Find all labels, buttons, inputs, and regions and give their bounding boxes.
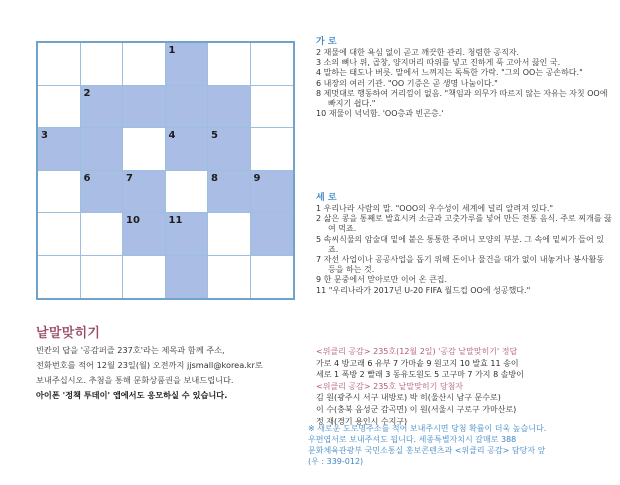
clue-number: 10 (126, 215, 140, 226)
grid-cell-filled (166, 128, 209, 171)
grid-cell-blank (251, 256, 294, 299)
grid-cell-filled (123, 86, 166, 129)
grid-cell-blank (208, 256, 251, 299)
grid-cell-blank (38, 213, 81, 256)
across-clues (316, 36, 612, 119)
clue-number: 8 (211, 172, 218, 184)
grid-cell-filled (123, 213, 166, 256)
puzzle-title: 낱말맞히기 (36, 326, 101, 341)
grid-cell-filled (208, 86, 251, 129)
previous-results (316, 346, 612, 427)
across-answers: 가로 4 방고래 6 유부 7 가마솥 9 원고지 10 발효 11 송이 (316, 358, 519, 368)
grid-cell-blank (38, 171, 81, 214)
winners-title: <위클리 공감> 235호 낱말맞히기 당첨자 (316, 381, 464, 391)
across-clue: 8 제멋대로 행동하여 거리낌이 없음. "책임과 의무가 따르지 않는 자유는 자칫 OO에 빠지기 쉽다." (316, 88, 608, 109)
grid-cell-blank (38, 43, 81, 86)
down-clues (316, 192, 612, 296)
grid-cell-filled (251, 213, 294, 256)
grid-cell-blank (123, 43, 166, 86)
instruction-line-2: 전화번호를 적어 12월 23일(월) 오전까지 jjsmall@korea.kr로 (36, 360, 263, 370)
clue-number: 5 (211, 130, 218, 141)
winner-line: 이 수(충북 음성군 감곡면) 이 원(서울시 구로구 가마산로) (316, 404, 517, 414)
down-clue: 9 한 문중에서 맏아로만 이어 온 큰집. (316, 275, 448, 285)
down-heading: 세 로 (316, 193, 337, 203)
across-clue: 3 소의 뼈나 위, 곱창, 양지머리 따위를 넣고 진하게 푹 고아서 끓인 국. (316, 58, 561, 68)
clue-number: 11 (168, 215, 183, 226)
across-clue: 2 재물에 대한 욕심 없이 곧고 깨끗한 관리. 청렴한 공직자. (316, 48, 520, 57)
down-clue: 1 우리나라 사람의 말. "OOO의 우수성이 세계에 널리 알려져 있다." (316, 204, 554, 213)
grid-cell-filled (166, 256, 209, 299)
grid-cell-filled (166, 213, 209, 256)
down-clue: 5 속씨식물의 암술대 밑에 붙은 통통한 주머니 모양의 부분. 그 속에 밑씨가 들어 있죠. (316, 234, 604, 254)
grid-cell-blank (81, 256, 124, 299)
clue-number: 4 (168, 130, 176, 141)
across-clue: 6 내장의 여러 기관. "OO 기증은 곧 생명 나눔이다." (316, 78, 498, 88)
across-clue: 4 말하는 태도나 버릇. 말에서 느껴지는 독특한 가락. "그의 OO는 공손하다." (316, 68, 583, 78)
grid-cell-blank (81, 43, 124, 86)
note-line: 문화체육관광부 국민소통실 홍보콘텐츠과 <위클리 공감> 담당자 앞 (308, 446, 546, 455)
winner-line: 정 재(경기 용인시 수지구) (316, 416, 408, 426)
clue-number: 2 (83, 87, 91, 99)
grid-cell-blank (251, 86, 294, 129)
clue-number: 7 (126, 172, 133, 184)
grid-cell-blank (208, 43, 251, 86)
clue-number: 9 (253, 172, 261, 184)
across-heading: 가 로 (316, 37, 337, 47)
clue-number: 6 (83, 172, 91, 184)
grid-cell-filled (166, 86, 209, 129)
grid-cell-blank (208, 213, 251, 256)
grid-cell-filled (81, 86, 124, 129)
grid-cell-filled (38, 128, 81, 171)
grid-cell-blank (38, 86, 81, 129)
answer-title: <위클리 공감> 235호(12월 2일) '공감 낱말맞히기' 정답 (316, 347, 518, 356)
note-line: (우 : 339-012) (308, 457, 364, 466)
grid-cell-filled (208, 171, 251, 214)
down-clue: 2 삶은 콩을 통째로 발효시켜 소금과 고춧가루를 넣어 만든 전통 음식. 주로 찌개를 끓여 먹죠. (316, 214, 612, 234)
grid-cell-blank (166, 171, 209, 214)
grid-cell-blank (123, 256, 166, 299)
winner-line: 김 원(광주시 서구 내방로) 박 히(울산시 남구 문수로) (316, 393, 501, 403)
note-line: ※ 새로운 도로명주소를 적어 보내주시면 당첨 확률이 더욱 높습니다. (308, 424, 547, 433)
app-entry-note: 아이폰 '정책 투데이' 앱에서도 응모하실 수 있습니다. (36, 390, 228, 400)
entry-instructions (36, 343, 306, 403)
note-line: 우편엽서로 보내주셔도 됩니다. 세종특별자치시 갈매로 388 (308, 435, 517, 444)
mailing-note (308, 423, 612, 467)
down-answers: 세로 1 폭방 2 빨래 3 동유도원도 5 고구마 7 가지 8 솔방이 (316, 370, 524, 380)
instruction-line-3: 보내주십시오. 추첨을 통해 문화상품권을 보내드립니다. (36, 375, 234, 385)
grid-cell-filled (81, 171, 124, 214)
grid-cell-blank (251, 128, 294, 171)
down-clue: 11 "우리나라가 2017년 U-20 FIFA 월드컵 OO에 성공했다." (316, 285, 531, 295)
grid-cell-filled (123, 171, 166, 214)
crossword-grid (36, 41, 295, 300)
grid-cell-blank (81, 213, 124, 256)
grid-cell-filled (166, 43, 209, 86)
clue-number: 3 (41, 130, 48, 141)
across-clue: 10 재물이 넉넉함. 'OO층과 빈곤층.' (316, 109, 444, 119)
clue-number: 1 (168, 45, 176, 56)
grid-cell-filled (81, 128, 124, 171)
down-clue: 7 자선 사업이나 공공사업을 돕기 위해 돈이나 물건을 대가 없이 내놓거나 봉사활동 등을 하는 것. (316, 255, 605, 275)
grid-cell-blank (251, 43, 294, 86)
grid-cell-filled (208, 128, 251, 171)
grid-cell-filled (251, 171, 294, 214)
grid-cell-blank (38, 256, 81, 299)
instruction-line-1: 빈칸의 답을 '공감퍼즐 237호'라는 제목과 함께 주소, (36, 345, 225, 355)
grid-cell-blank (123, 128, 166, 171)
